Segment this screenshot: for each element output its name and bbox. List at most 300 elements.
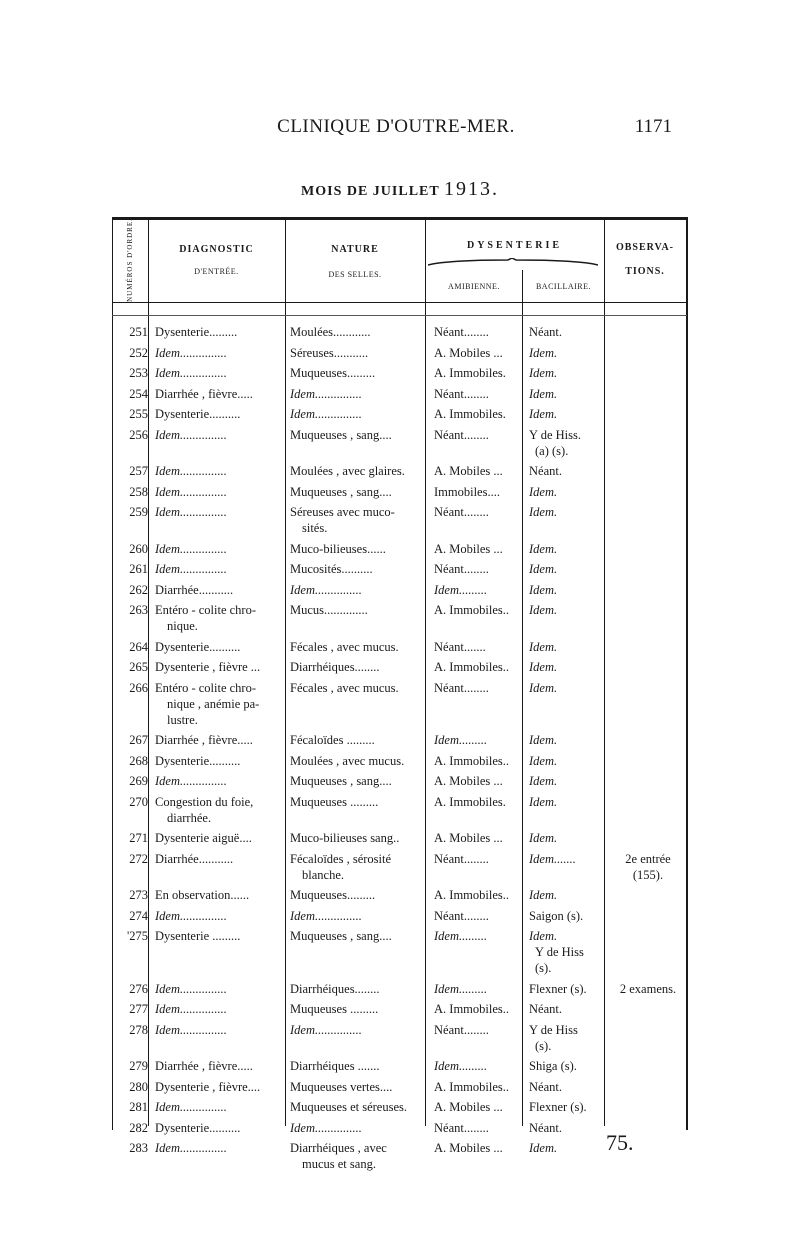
amibienne-cell xyxy=(434,582,526,598)
table-row xyxy=(112,1140,687,1177)
nature-cell xyxy=(290,851,422,883)
bacillaire-cell xyxy=(529,981,607,997)
amibienne-cell-line: A. Mobiles ... xyxy=(434,541,503,556)
bacillaire-cell xyxy=(529,1001,607,1017)
amibienne-cell xyxy=(434,484,526,500)
table-row xyxy=(112,1099,687,1120)
nature-cell xyxy=(290,541,422,557)
nature-cell-line: Fécales , avec mucus. xyxy=(290,680,399,695)
diagnostic-cell-line: nique , anémie pa- xyxy=(167,696,260,711)
observation-cell xyxy=(609,981,687,997)
diagnostic-cell xyxy=(155,1099,280,1115)
observation-cell-line: 2 examens. xyxy=(619,981,677,996)
subtitle-label: MOIS DE JUILLET xyxy=(301,184,440,199)
amibienne-cell-line: Néant........ xyxy=(434,908,489,923)
nature-cell xyxy=(290,345,422,361)
diagnostic-cell-line: Idem............... xyxy=(155,464,227,478)
table-row xyxy=(112,602,687,639)
amibienne-cell-line: A. Immobiles. xyxy=(434,407,506,421)
amibienne-cell xyxy=(434,386,526,402)
amibienne-cell xyxy=(434,463,526,479)
diagnostic-cell xyxy=(155,851,280,867)
header-bacillaire: BACILLAIRE. xyxy=(535,282,592,291)
amibienne-cell-line: Néant........ xyxy=(434,505,489,519)
amibienne-cell xyxy=(434,639,526,655)
bacillaire-cell xyxy=(529,463,607,479)
row-number-text: 265 xyxy=(129,660,148,674)
bacillaire-cell-line: Idem....... xyxy=(529,851,576,866)
bacillaire-cell-line: Idem. xyxy=(529,407,558,421)
bacillaire-cell-line: Idem. xyxy=(529,888,558,902)
table-row xyxy=(112,732,687,753)
nature-cell xyxy=(290,794,422,810)
table-row xyxy=(112,928,687,981)
row-number xyxy=(112,680,148,696)
row-number xyxy=(112,1099,148,1115)
amibienne-cell-line: A. Immobiles.. xyxy=(434,1079,509,1094)
amibienne-cell-line: A. Mobiles ... xyxy=(434,774,503,788)
table-row xyxy=(112,582,687,603)
header-rule xyxy=(112,315,687,316)
bacillaire-cell xyxy=(529,324,607,340)
table-row xyxy=(112,851,687,888)
nature-cell-line: Muqueuses , sang.... xyxy=(290,427,392,442)
bacillaire-cell-line: Néant. xyxy=(529,464,562,478)
nature-cell-line: Muco-bilieuses sang.. xyxy=(290,831,400,845)
bacillaire-cell xyxy=(529,386,607,402)
amibienne-cell xyxy=(434,1022,526,1038)
bacillaire-cell xyxy=(529,639,607,655)
table-row xyxy=(112,1079,687,1100)
diagnostic-cell-line: Diarrhée , fièvre..... xyxy=(155,733,253,747)
diagnostic-cell-line: Dysenterie aiguë.... xyxy=(155,831,252,845)
diagnostic-cell-line: Idem............... xyxy=(155,541,227,556)
nature-cell-line: Séreuses........... xyxy=(290,345,369,360)
bacillaire-cell xyxy=(529,773,607,789)
page-number: 1171 xyxy=(634,116,672,137)
amibienne-cell xyxy=(434,1001,526,1017)
amibienne-cell xyxy=(434,981,526,997)
bacillaire-cell-line: Idem. xyxy=(529,541,558,556)
nature-cell xyxy=(290,830,422,846)
row-number xyxy=(112,541,148,557)
nature-cell-line: Idem............... xyxy=(290,386,362,401)
diagnostic-cell xyxy=(155,908,280,924)
bacillaire-cell xyxy=(529,1120,607,1136)
diagnostic-cell xyxy=(155,602,280,634)
header-diagnostic-sub: D'ENTRÉE. xyxy=(194,267,239,276)
nature-cell-line: Muco-bilieuses...... xyxy=(290,541,386,556)
nature-cell-line: Fécales , avec mucus. xyxy=(290,639,399,654)
nature-cell-line: Idem............... xyxy=(290,582,362,597)
row-number xyxy=(112,1001,148,1017)
row-number xyxy=(112,1022,148,1038)
table-row xyxy=(112,753,687,774)
amibienne-cell-line: Néant........ xyxy=(434,1120,489,1135)
row-number-text: 260 xyxy=(129,541,148,556)
row-number xyxy=(112,427,148,443)
amibienne-cell-line: Néant........ xyxy=(434,386,489,401)
bacillaire-cell-line: Idem. xyxy=(529,831,558,845)
table-row xyxy=(112,406,687,427)
row-number-text: 273 xyxy=(129,888,148,902)
table-row xyxy=(112,680,687,733)
diagnostic-cell-line: Idem............... xyxy=(155,345,227,360)
bacillaire-cell xyxy=(529,561,607,577)
row-number-text: 254 xyxy=(129,386,148,401)
diagnostic-cell-line: En observation...... xyxy=(155,888,250,902)
bacillaire-cell-line: (s). xyxy=(535,961,552,975)
row-number-text: 282 xyxy=(129,1120,148,1135)
amibienne-cell-line: Néant........ xyxy=(434,680,489,695)
nature-cell-line: Muqueuses vertes.... xyxy=(290,1079,393,1094)
diagnostic-cell xyxy=(155,1001,280,1017)
nature-cell-line: blanche. xyxy=(302,867,344,882)
table-row xyxy=(112,1058,687,1079)
amibienne-cell-line: A. Mobiles ... xyxy=(434,831,503,845)
diagnostic-cell xyxy=(155,541,280,557)
diagnostic-cell-line: Idem............... xyxy=(155,562,227,576)
diagnostic-cell-line: Dysenterie.......... xyxy=(155,1120,241,1135)
amibienne-cell xyxy=(434,1079,526,1095)
amibienne-cell-line: A. Mobiles ... xyxy=(434,345,503,360)
nature-cell-line: Muqueuses ......... xyxy=(290,1002,379,1016)
table-row xyxy=(112,1001,687,1022)
amibienne-cell xyxy=(434,830,526,846)
nature-cell-line: Séreuses avec muco- xyxy=(290,505,395,519)
table-row xyxy=(112,504,687,541)
nature-cell-line: Fécaloïdes ......... xyxy=(290,733,375,747)
diagnostic-cell xyxy=(155,406,280,422)
bacillaire-cell-line: Idem. xyxy=(529,680,558,695)
diagnostic-cell xyxy=(155,427,280,443)
diagnostic-cell xyxy=(155,1120,280,1136)
bacillaire-cell xyxy=(529,1099,607,1115)
bacillaire-cell-line: Flexner (s). xyxy=(529,981,587,996)
amibienne-cell xyxy=(434,365,526,381)
nature-cell xyxy=(290,463,422,479)
amibienne-cell xyxy=(434,504,526,520)
diagnostic-cell-line: Dysenterie.......... xyxy=(155,753,241,768)
nature-cell xyxy=(290,386,422,402)
amibienne-cell xyxy=(434,561,526,577)
diagnostic-cell xyxy=(155,561,280,577)
bacillaire-cell-line: Idem. xyxy=(529,1141,558,1155)
row-number-text: 263 xyxy=(129,603,148,617)
row-number-text: 251 xyxy=(129,325,148,339)
bacillaire-cell xyxy=(529,659,607,675)
nature-cell xyxy=(290,561,422,577)
row-number-text: 267 xyxy=(129,733,148,747)
row-number xyxy=(112,345,148,361)
bacillaire-cell xyxy=(529,504,607,520)
diagnostic-cell-line: Idem............... xyxy=(155,908,227,923)
bacillaire-cell-line: Néant. xyxy=(529,1002,562,1016)
row-number xyxy=(112,561,148,577)
brace-icon xyxy=(428,258,598,266)
row-number-text: 276 xyxy=(129,981,148,996)
bacillaire-cell-line: Néant. xyxy=(529,325,562,339)
table-row xyxy=(112,324,687,345)
table-row xyxy=(112,830,687,851)
diagnostic-cell-line: Diarrhée........... xyxy=(155,582,234,597)
diagnostic-cell xyxy=(155,928,280,944)
nature-cell xyxy=(290,732,422,748)
bacillaire-cell xyxy=(529,1140,607,1156)
bacillaire-cell xyxy=(529,794,607,810)
row-number-text: 253 xyxy=(129,366,148,380)
row-number-text: 270 xyxy=(129,794,148,809)
row-number-text: 259 xyxy=(129,505,148,519)
nature-cell xyxy=(290,324,422,340)
row-number xyxy=(112,851,148,867)
nature-cell xyxy=(290,602,422,618)
diagnostic-cell xyxy=(155,1022,280,1038)
row-number-text: 266 xyxy=(129,680,148,695)
table-row xyxy=(112,561,687,582)
row-number xyxy=(112,463,148,479)
table-row xyxy=(112,1120,687,1141)
nature-cell-line: Moulées , avec glaires. xyxy=(290,464,405,478)
nature-cell xyxy=(290,484,422,500)
diagnostic-cell xyxy=(155,386,280,402)
bacillaire-cell-line: Idem. xyxy=(529,505,558,519)
amibienne-cell xyxy=(434,324,526,340)
amibienne-cell-line: A. Mobiles ... xyxy=(434,464,503,478)
row-number-text: '275 xyxy=(126,929,148,943)
diagnostic-cell-line: Idem............... xyxy=(155,1100,227,1114)
header-dysenterie: DYSENTERIE xyxy=(466,240,563,251)
table-row xyxy=(112,427,687,464)
row-number xyxy=(112,324,148,340)
nature-cell xyxy=(290,887,422,903)
bacillaire-cell xyxy=(529,345,607,361)
row-number-text: 283 xyxy=(129,1141,148,1155)
table-row xyxy=(112,345,687,366)
nature-cell xyxy=(290,365,422,381)
amibienne-cell-line: A. Immobiles. xyxy=(434,794,506,809)
diagnostic-cell-line: Dysenterie , fièvre.... xyxy=(155,1079,261,1094)
amibienne-cell-line: A. Mobiles ... xyxy=(434,1141,503,1155)
row-number-text: 269 xyxy=(129,774,148,788)
amibienne-cell-line: A. Immobiles. xyxy=(434,366,506,380)
bacillaire-cell-line: Shiga (s). xyxy=(529,1059,577,1073)
bacillaire-cell-line: Saigon (s). xyxy=(529,908,584,923)
table-row xyxy=(112,484,687,505)
header-observations-1: OBSERVA- xyxy=(615,242,675,253)
table-row xyxy=(112,773,687,794)
table-row xyxy=(112,887,687,908)
amibienne-cell-line: Néant........ xyxy=(434,1022,489,1037)
row-number xyxy=(112,794,148,810)
diagnostic-cell-line: Diarrhée........... xyxy=(155,851,234,866)
table-row xyxy=(112,386,687,407)
amibienne-cell-line: A. Immobiles.. xyxy=(434,660,509,674)
diagnostic-cell-line: Dysenterie......... xyxy=(155,325,238,339)
nature-cell-line: Moulées............ xyxy=(290,325,371,339)
page-title: CLINIQUE D'OUTRE-MER. xyxy=(277,116,515,137)
nature-cell xyxy=(290,504,422,536)
table-row xyxy=(112,463,687,484)
amibienne-cell-line: A. Immobiles.. xyxy=(434,1002,509,1016)
amibienne-cell-line: Néant........ xyxy=(434,562,489,576)
diagnostic-cell xyxy=(155,365,280,381)
nature-cell-line: Mucosités.......... xyxy=(290,562,373,576)
diagnostic-cell-line: Idem............... xyxy=(155,427,227,442)
nature-cell xyxy=(290,1079,422,1095)
bacillaire-cell-line: Néant. xyxy=(529,1120,562,1135)
row-number-text: 279 xyxy=(129,1059,148,1073)
bacillaire-cell-line: Idem. xyxy=(529,603,558,617)
nature-cell xyxy=(290,427,422,443)
row-number-text: 256 xyxy=(129,427,148,442)
bacillaire-cell xyxy=(529,887,607,903)
bacillaire-cell-line: Idem. xyxy=(529,366,558,380)
amibienne-cell-line: Néant........ xyxy=(434,427,489,442)
diagnostic-cell-line: Diarrhée , fièvre..... xyxy=(155,386,253,401)
bacillaire-cell-line: Idem. xyxy=(529,929,558,943)
diagnostic-cell-line: Idem............... xyxy=(155,774,227,788)
amibienne-cell-line: A. Immobiles.. xyxy=(434,888,509,902)
amibienne-cell xyxy=(434,1120,526,1136)
diagnostic-cell-line: Idem............... xyxy=(155,1141,227,1155)
bacillaire-cell-line: Idem. xyxy=(529,753,558,768)
amibienne-cell-line: Idem......... xyxy=(434,981,488,996)
header-amibienne: AMIBIENNE. xyxy=(448,282,500,291)
row-number xyxy=(112,365,148,381)
diagnostic-cell-line: Entéro - colite chro- xyxy=(155,680,256,695)
bacillaire-cell-line: Idem. xyxy=(529,386,558,401)
bacillaire-cell xyxy=(529,541,607,557)
nature-cell-line: Idem............... xyxy=(290,1120,362,1135)
nature-cell xyxy=(290,406,422,422)
diagnostic-cell-line: Idem............... xyxy=(155,981,227,996)
diagnostic-cell xyxy=(155,753,280,769)
row-number xyxy=(112,504,148,520)
row-number xyxy=(112,981,148,997)
bacillaire-cell xyxy=(529,1022,607,1054)
bacillaire-cell xyxy=(529,830,607,846)
table-row xyxy=(112,365,687,386)
bacillaire-cell-line: Flexner (s). xyxy=(529,1100,587,1114)
bacillaire-cell xyxy=(529,1058,607,1074)
diagnostic-cell xyxy=(155,830,280,846)
bacillaire-cell-line: Idem. xyxy=(529,484,558,499)
nature-cell xyxy=(290,1099,422,1115)
diagnostic-cell xyxy=(155,1140,280,1156)
diagnostic-cell-line: Entéro - colite chro- xyxy=(155,603,256,617)
row-number xyxy=(112,639,148,655)
amibienne-cell-line: Néant........ xyxy=(434,325,489,339)
nature-cell xyxy=(290,680,422,696)
diagnostic-cell xyxy=(155,1058,280,1074)
bacillaire-cell-line: Y de Hiss. xyxy=(529,427,581,442)
row-number-text: 252 xyxy=(129,345,148,360)
bacillaire-cell-line: Idem. xyxy=(529,639,558,654)
row-number xyxy=(112,602,148,618)
row-number xyxy=(112,773,148,789)
amibienne-cell-line: Idem......... xyxy=(434,929,488,943)
diagnostic-cell xyxy=(155,732,280,748)
bacillaire-cell-line: Idem. xyxy=(529,562,558,576)
header-rule xyxy=(112,302,687,303)
nature-cell-line: Mucus.............. xyxy=(290,603,368,617)
diagnostic-cell-line: Dysenterie , fièvre ... xyxy=(155,660,261,674)
bacillaire-cell-line: Idem. xyxy=(529,660,558,674)
amibienne-cell xyxy=(434,908,526,924)
nature-cell-line: Muqueuses , sang.... xyxy=(290,484,392,499)
nature-cell xyxy=(290,659,422,675)
nature-cell xyxy=(290,582,422,598)
table-subtitle xyxy=(0,178,800,201)
bacillaire-cell xyxy=(529,928,607,976)
diagnostic-cell xyxy=(155,1079,280,1095)
nature-cell xyxy=(290,773,422,789)
bacillaire-cell xyxy=(529,851,607,867)
row-number xyxy=(112,1120,148,1136)
row-number-text: 262 xyxy=(129,582,148,597)
folio-number: 75. xyxy=(606,1130,634,1155)
amibienne-cell xyxy=(434,680,526,696)
row-number xyxy=(112,887,148,903)
nature-cell-line: Fécaloïdes , sérosité xyxy=(290,851,392,866)
diagnostic-cell-line: Dysenterie.......... xyxy=(155,639,241,654)
header-diagnostic: DIAGNOSTIC xyxy=(179,244,254,255)
diagnostic-cell-line: Congestion du foie, xyxy=(155,794,254,809)
subtitle-year: 1913. xyxy=(443,178,499,200)
amibienne-cell xyxy=(434,732,526,748)
diagnostic-cell-line: Idem............... xyxy=(155,484,227,499)
diagnostic-cell xyxy=(155,794,280,826)
bacillaire-cell-line: Y de Hiss xyxy=(535,945,584,959)
diagnostic-cell-line: Idem............... xyxy=(155,366,227,380)
observation-cell xyxy=(609,851,687,883)
amibienne-cell-line: A. Immobiles.. xyxy=(434,603,509,617)
row-number-text: 278 xyxy=(129,1022,148,1037)
nature-cell xyxy=(290,1140,422,1172)
amibienne-cell xyxy=(434,345,526,361)
nature-cell-line: Moulées , avec mucus. xyxy=(290,753,405,768)
diagnostic-cell-line: diarrhée. xyxy=(167,810,212,825)
nature-cell xyxy=(290,928,422,944)
amibienne-cell-line: Néant....... xyxy=(434,639,486,654)
bacillaire-cell xyxy=(529,753,607,769)
nature-cell-line: Muqueuses et séreuses. xyxy=(290,1100,407,1114)
row-number-text: 277 xyxy=(129,1002,148,1016)
bacillaire-cell xyxy=(529,365,607,381)
nature-cell-line: Muqueuses......... xyxy=(290,366,376,380)
row-number-text: 264 xyxy=(129,639,148,654)
row-number xyxy=(112,484,148,500)
diagnostic-cell xyxy=(155,324,280,340)
table-row xyxy=(112,908,687,929)
diagnostic-cell xyxy=(155,981,280,997)
bacillaire-cell xyxy=(529,582,607,598)
diagnostic-cell xyxy=(155,582,280,598)
diagnostic-cell-line: Idem............... xyxy=(155,505,227,519)
bacillaire-cell-line: (s). xyxy=(535,1038,552,1053)
amibienne-cell xyxy=(434,427,526,443)
diagnostic-cell-line: Dysenterie.......... xyxy=(155,407,241,421)
diagnostic-cell xyxy=(155,659,280,675)
bacillaire-cell-line: Idem. xyxy=(529,733,558,747)
nature-cell-line: Muqueuses , sang.... xyxy=(290,774,392,788)
header-numeros: NUMÉROS D'ORDRE. xyxy=(126,218,134,302)
table-row xyxy=(112,794,687,831)
observation-cell-line: 2e entrée xyxy=(625,851,671,866)
amibienne-cell xyxy=(434,602,526,618)
row-number xyxy=(112,582,148,598)
